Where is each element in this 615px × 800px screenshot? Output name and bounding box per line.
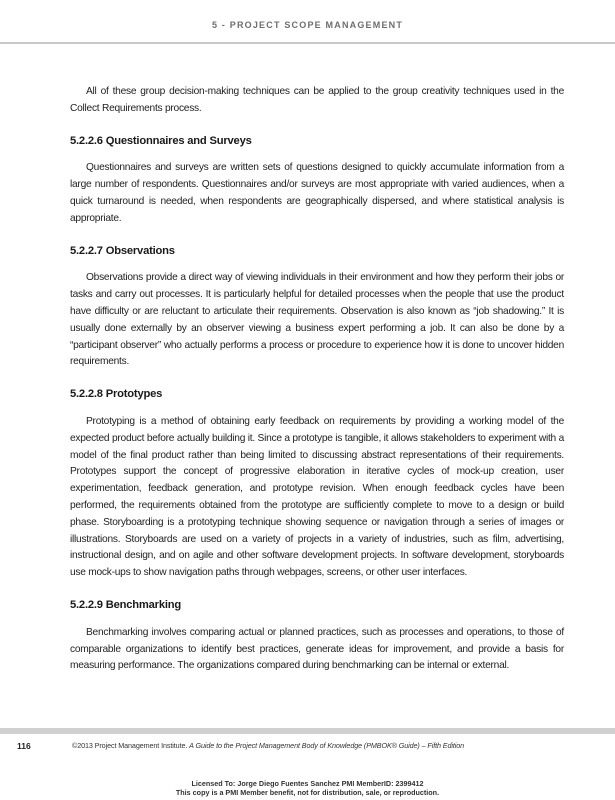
page-content [70,84,564,675]
intro-paragraph: All of these group decision-making techniques can be applied to the group creativity techniques used in the Collect Requirements process. [70,86,564,114]
footer-copyright [72,741,612,750]
license-notice [0,779,615,797]
running-header [0,14,615,44]
page-number: 116 [17,741,31,751]
copyright-book-title: A Guide to the Project Management Body of Knowledge (PMBOK® Guide) – Fifth Edition [189,741,465,750]
license-line-1: Licensed To: Jorge Diego Fuentes Sanchez PMI MemberID: 2399412 [191,779,424,788]
section-body-prototypes: Prototyping is a method of obtaining early feedback on requirements by providing a working model of the expected product before actually building it. Since a prototype is tangible, it allows stakeholders to experiment with a model of the final product rather than being limited to discussing abstract representations of their requirements. Prototypes support the concept of progressive elaboration in iterative cycles of mock-up creation, user experimentation, feedback generation, and prototype revision. When enough feedback cycles have been performed, the requirements obtained from the prototype are sufficiently complete to move to a design or build phase. Storyboarding is a prototyping technique showing sequence or navigation through a series of images or illustrations. Storyboards are used on a variety of projects in a variety of industries, such as film, advertising, instructional design, and on agile and other software development projects. In software development, storyboards use mock-ups to show navigation paths through webpages, screens, or other user interfaces. [70,415,564,579]
section-heading-questionnaires: 5.2.2.6 Questionnaires and Surveys [70,134,252,147]
section-body-benchmarking: Benchmarking involves comparing actual or planned practices, such as processes and operations, to those of comparable organizations to identify best practices, generate ideas for improvement, and provide a basis for measuring performance. The organizations compared during benchmarking can be internal or external. [70,626,564,672]
copyright-prefix: ©2013 Project Management Institute. [72,741,190,750]
section-body-observations: Observations provide a direct way of viewing individuals in their environment and how they perform their jobs or tasks and carry out processes. It is particularly helpful for detailed processes when the people that use the product have difficulty or are reluctant to articulate their requirements. Observation is also known as “job shadowing.” It is usually done externally by an observer viewing a business expert performing a job. It can also be done by a “participant observer” who actually performs a process or procedure to experience how it is done to uncover hidden requirements. [70,272,564,368]
license-line-2: This copy is a PMI Member benefit, not for distribution, sale, or reproduction. [175,788,440,797]
header-title: 5 - PROJECT SCOPE MANAGEMENT [211,20,404,30]
footer-rule [0,728,615,734]
section-body-questionnaires: Questionnaires and surveys are written sets of questions designed to quickly accumulate information from a large number of respondents. Questionnaires and/or surveys are most appropriate with varied audiences, when a quick turnaround is needed, when respondents are geographically dispersed, and where statistical analysis is appropriate. [70,162,564,224]
section-heading-prototypes: 5.2.2.8 Prototypes [70,388,163,401]
section-heading-benchmarking: 5.2.2.9 Benchmarking [70,598,182,611]
section-heading-observations: 5.2.2.7 Observations [70,244,175,257]
